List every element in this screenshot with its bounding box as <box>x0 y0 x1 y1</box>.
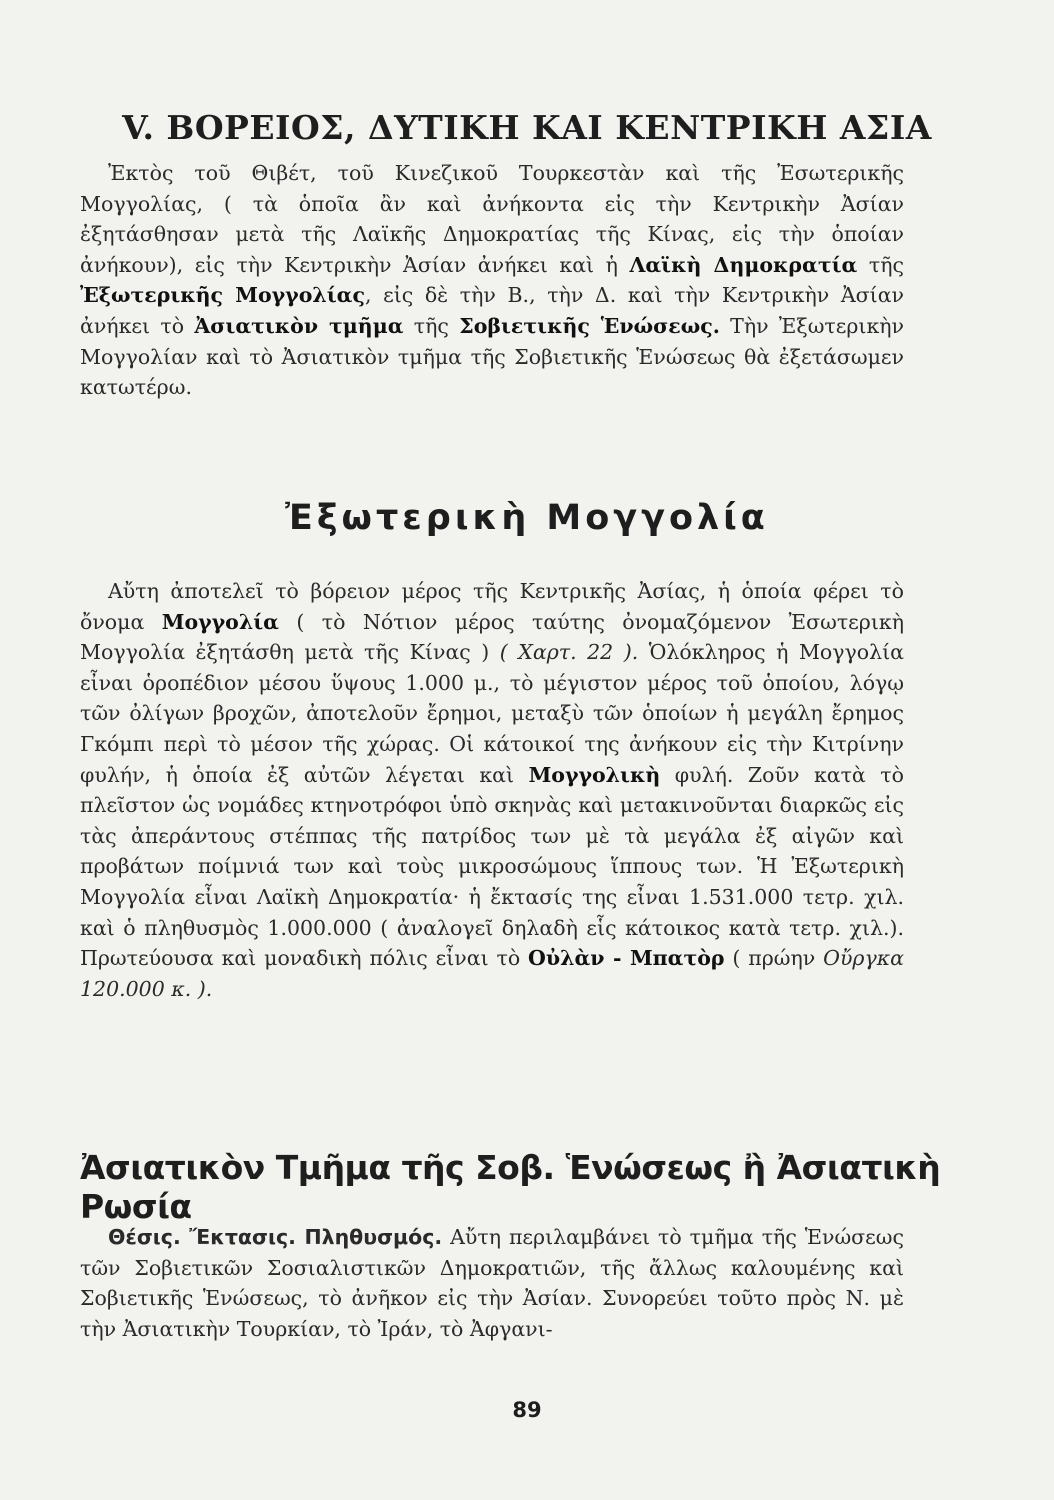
intro-paragraph <box>80 158 904 403</box>
text-run: Ἐκτὸς τοῦ Θιβέτ, τοῦ Κινεζικοῦ Τουρκεστὰν καὶ τῆς Ἐσωτερικῆς Μογγολίας, ( τὰ ὁποῖα ἂν καὶ ἀνήκοντα εἰς τὴν Κεντρικὴν Ἀσίαν ἐξητάσθησαν μετὰ τῆς Λαϊκῆς Δημοκρατίας τῆς Κίνας, εἰς τὴν ὁποίαν ἀνήκουν), εἰς τὴν Κεντρικὴν Ἀσίαν ἀνήκει καὶ ἡ <box>80 161 904 277</box>
text-run: ( πρώην <box>724 946 824 971</box>
text-run: τῆς <box>857 252 904 277</box>
text-run: Τὴν Ἐξωτερικὴν Μογγολίαν καὶ τὸ Ἀσιατικὸν τμῆμα τῆς Σοβιετικῆς Ἑνώσεως θὰ ἐξετάσωμεν κατωτέρω. <box>80 313 905 400</box>
bold-term: Ἐξωτερικῆς Μογγολίας <box>80 283 365 308</box>
asia-paragraph <box>80 1222 904 1344</box>
bold-term: Μογγολία <box>161 609 279 634</box>
text-run: ( τὸ Νότιον μέρος ταύτης ὀνομαζόμενον Ἐσωτερικὴ Μογγολία ἐξητάσθη μετὰ τῆς Κίνας ) <box>80 609 904 665</box>
text-run: Ὁλόκληρος ἡ Μογγολία εἶναι ὁροπέδιον μέσου ὕψους 1.000 μ., τὸ μέγιστον μέρος τοῦ ὁποίου, λόγῳ τῶν ὀλίγων βροχῶν, ἀποτελοῦν ἔρημοι, μεταξὺ τῶν ὁποίων ἡ μεγάλη ἔρημος Γκόμπι περὶ τὸ μέσον τῆς χώρας. Οἱ κάτοικοί της ἀνήκουν εἰς τὴν Κιτρίνην φυλήν, ἡ ὁποία ἐξ αὐτῶν λέγεται καὶ <box>80 640 904 787</box>
page-number: 89 <box>512 1398 542 1422</box>
text-run: τῆς <box>403 313 460 338</box>
italic-note: Οὔργκα 120.000 κ. ). <box>80 946 904 1001</box>
bold-term: Ἀσιατικὸν τμῆμα <box>194 313 404 338</box>
bold-term: Σοβιετικῆς Ἑνώσεως. <box>459 313 720 338</box>
text-run: , εἰς δὲ τὴν Β., τὴν Δ. καὶ τὴν Κεντρικὴν Ἀσίαν ἀνήκει τὸ <box>80 283 905 338</box>
bold-term: Οὐλὰν - Μπατὸρ <box>528 946 725 971</box>
lead-in-heading: Θέσις. Ἔκτασις. Πληθυσμός. <box>108 1225 443 1249</box>
heading-asiatic-russia: Ἀσιατικὸν Τμῆμα τῆς Σοβ. Ἑνώσεως ἢ Ἀσιατικὴ Ρωσία <box>80 1148 941 1226</box>
bold-term: Μογγολικὴ <box>528 762 661 787</box>
text-run: Αὔτη ἀποτελεῖ τὸ βόρειον μέρος τῆς Κεντρικῆς Ἀσίας, ἡ ὁποία φέρει τὸ ὄνομα <box>80 579 904 634</box>
text-run: φυλή. Ζοῦν κατὰ τὸ πλεῖστον ὡς νομάδες κτηνοτρόφοι ὑπὸ σκηνὰς καὶ μετακινοῦνται διαρκῶς εἰς τὰς ἀπεράντους στέππας τῆς πατρίδος των μὲ τὰ μεγάλα ἐξ αἰγῶν καὶ προβάτων ποίμνιά των καὶ τοὺς μικροσώμους ἵππους των. Ἡ Ἐξωτερικὴ Μογγολία εἶναι Λαϊκὴ Δημοκρατία· ἡ ἔκτασίς της εἶναι 1.531.000 τετρ. χιλ. καὶ ὁ πληθυσμὸς 1.000.000 ( ἀναλογεῖ δηλαδὴ εἷς κάτοικος κατὰ τετρ. χιλ.). Πρωτεύουσα καὶ μοναδικὴ πόλις εἶναι τὸ <box>80 762 904 971</box>
heading-outer-mongolia: Ἐξωτερικὴ Μογγολία <box>285 498 769 538</box>
mongolia-paragraph <box>80 576 904 1004</box>
text-run: Αὔτη περιλαμβάνει τὸ τμῆμα τῆς Ἑνώσεως τῶν Σοβιετικῶν Σοσιαλιστικῶν Δημοκρατιῶν, τῆς ἄλλως καλουμένης καὶ Σοβιετικῆς Ἑνώσεως, τὸ ἀνῆκον εἰς τὴν Ἀσίαν. Συνορεύει τοῦτο πρὸς Ν. μὲ τὴν Ἀσιατικὴν Τουρκίαν, τὸ Ἰράν, τὸ Ἀφγανι- <box>80 1225 904 1341</box>
bold-term: Λαϊκὴ Δημοκρατία <box>629 252 858 277</box>
section-title: V. ΒΟΡΕΙΟΣ, ΔΥΤΙΚΗ ΚΑΙ ΚΕΝΤΡΙΚΗ ΑΣΙΑ <box>122 108 932 147</box>
map-reference: ( Χαρτ. 22 ). <box>499 640 639 665</box>
